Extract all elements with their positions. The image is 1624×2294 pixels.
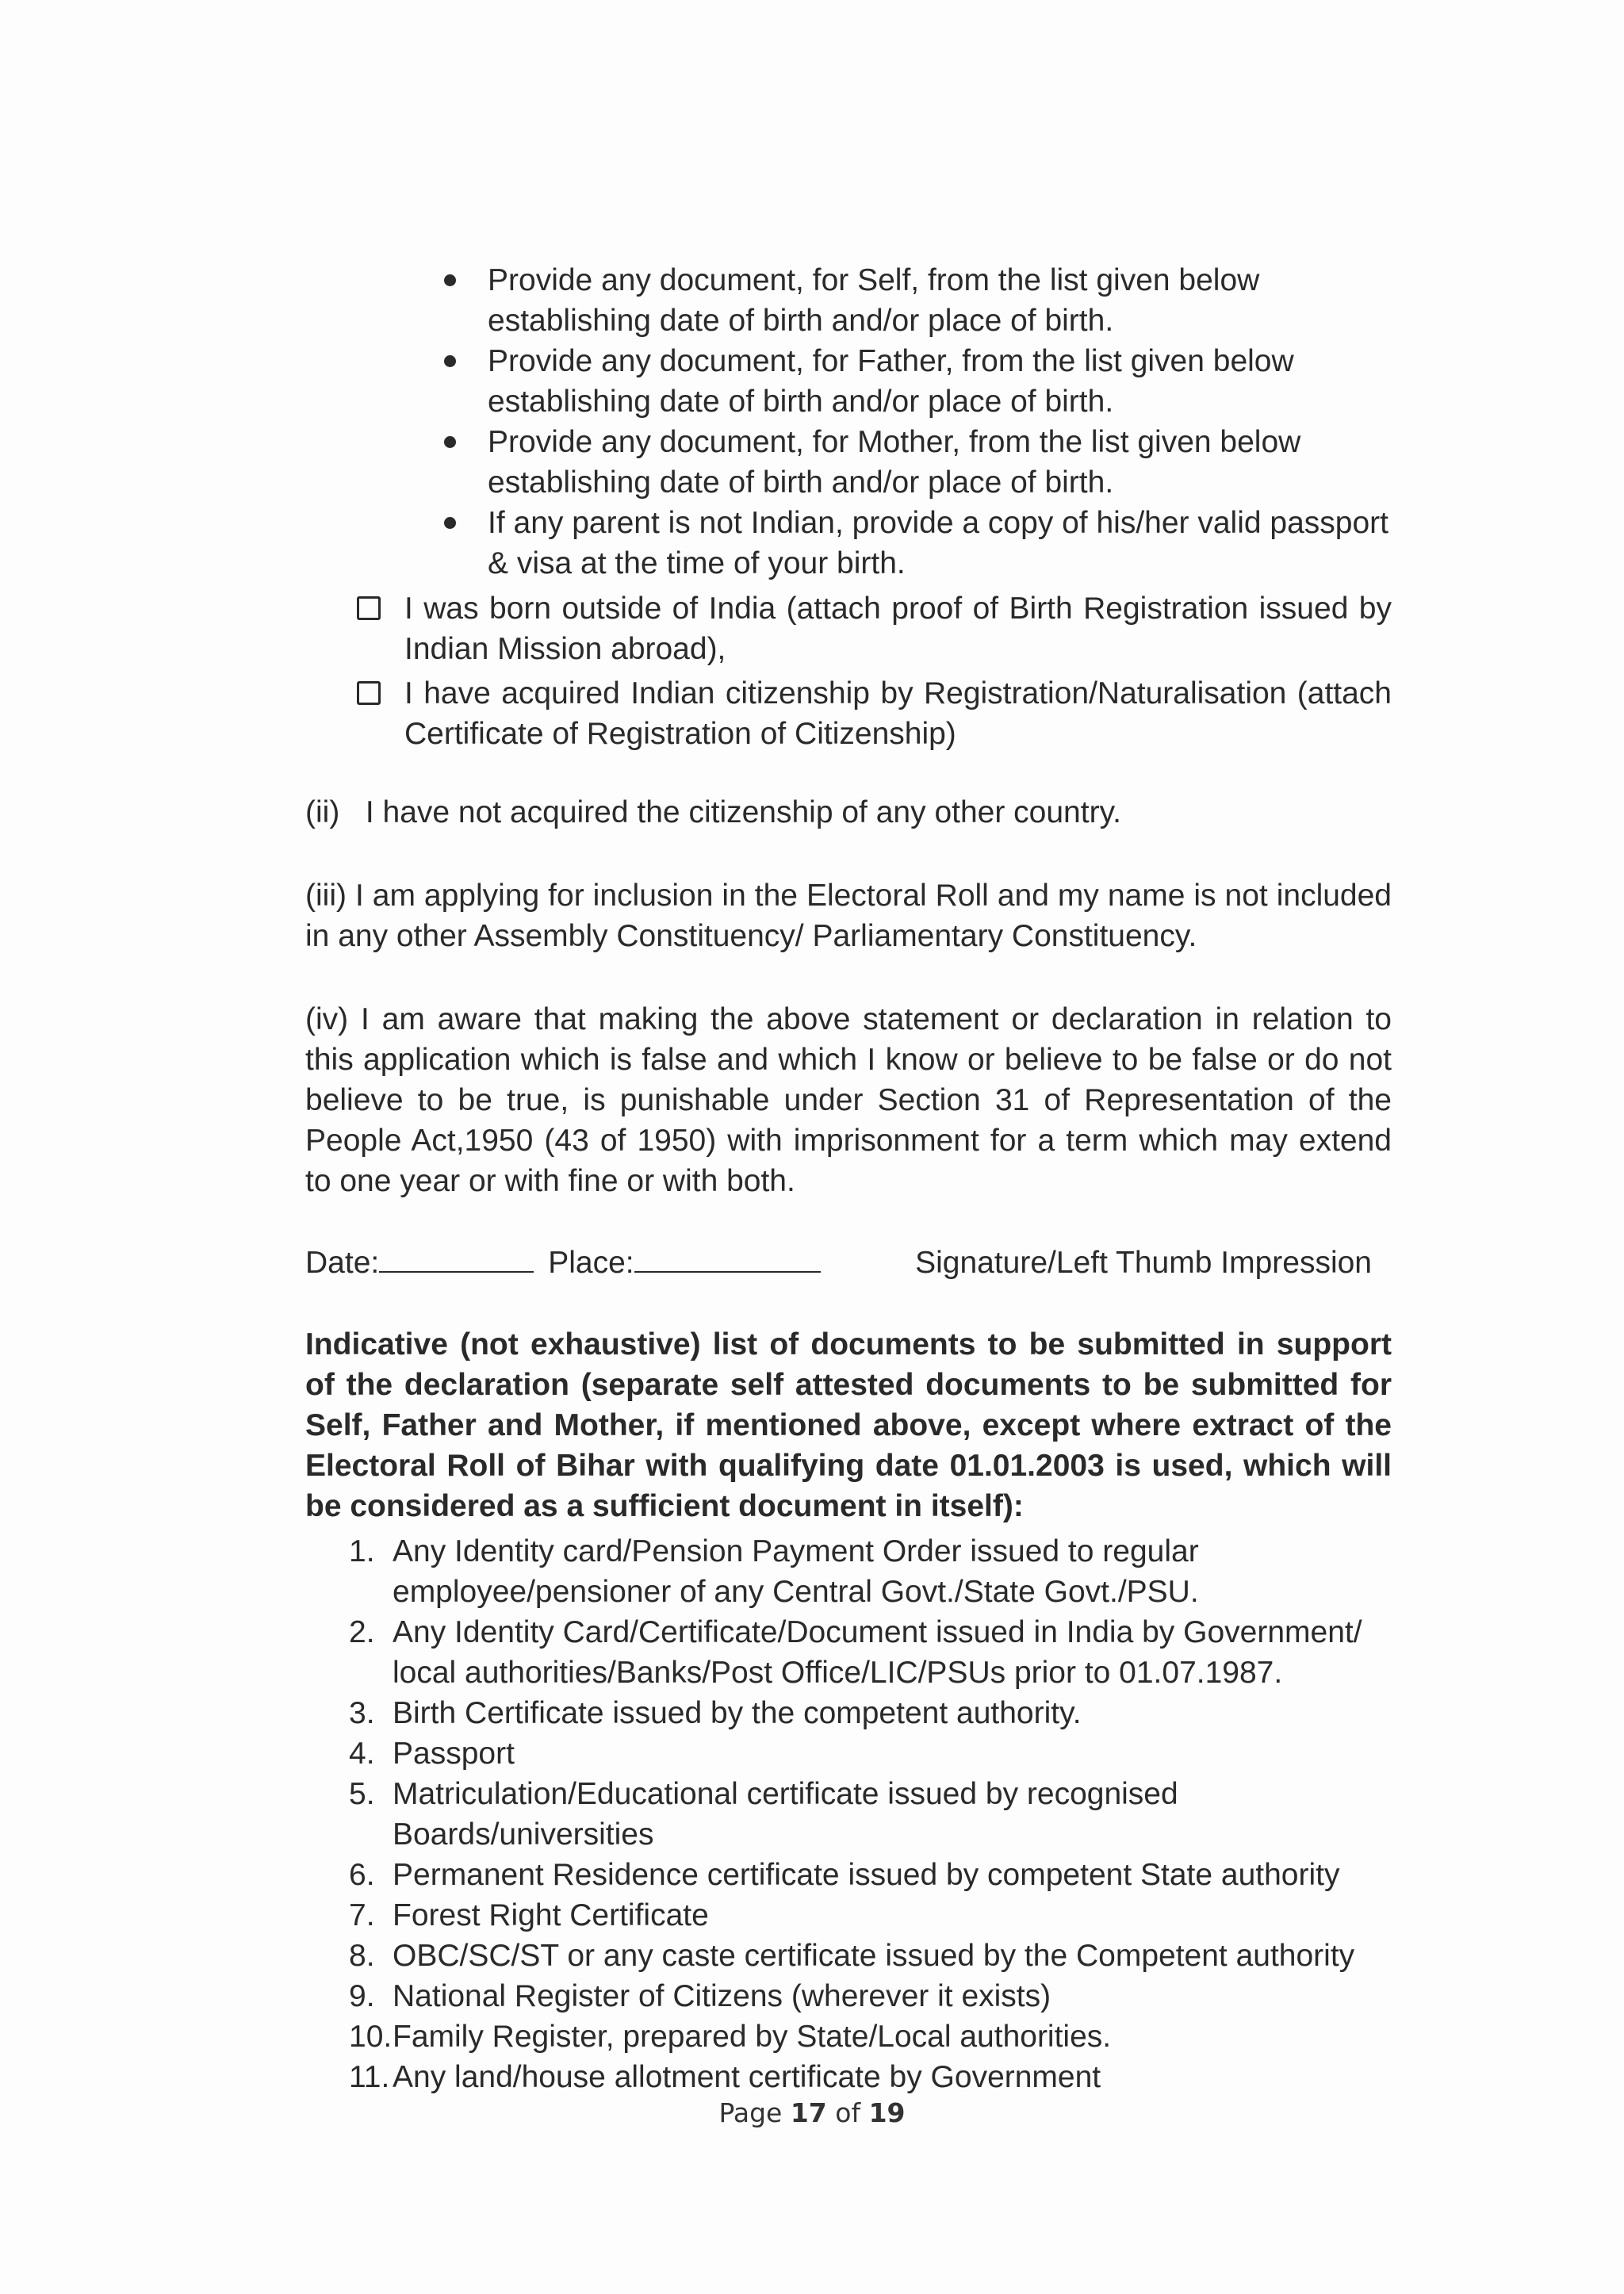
- date-label: Date:: [305, 1246, 380, 1280]
- list-number: 1.: [349, 1534, 375, 1568]
- document-body: [305, 260, 1392, 2097]
- list-item: [349, 1855, 1392, 1895]
- list-text: Permanent Residence certificate issued by competent State authority: [393, 1858, 1340, 1892]
- signature-row: [305, 1243, 1392, 1283]
- list-number: 7.: [349, 1898, 375, 1932]
- documents-list-heading: Indicative (not exhaustive) list of documents to be submitted in support of the declaration (separate self attested documents to be submitted for Self, Father and Mother, if mentioned above, except where extract of the Electoral Roll of Bihar with qualifying date 01.01.2003 is used, which will be considered as a sufficient document in itself):: [305, 1327, 1392, 1523]
- bullet-item: Provide any document, for Self, from the list given below establishing date of birth and/or place of birth.: [444, 260, 1392, 341]
- place-field[interactable]: [634, 1247, 821, 1273]
- checkbox-item-acquired-citizenship[interactable]: [357, 673, 1392, 754]
- list-number: 9.: [349, 1979, 375, 2013]
- list-number: 8.: [349, 1939, 375, 1973]
- list-text: Any land/house allotment certificate by Government: [393, 2060, 1101, 2094]
- statement-iii: [305, 875, 1392, 956]
- current-page-number: 17: [790, 2097, 827, 2128]
- list-item: [349, 1733, 1392, 1774]
- list-number: 3.: [349, 1696, 375, 1730]
- place-label: Place:: [548, 1246, 634, 1280]
- birth-proof-bullet-list: [444, 260, 1392, 584]
- list-text: Any Identity Card/Certificate/Document issued in India by Government/ local authorities/Banks/Post Office/LIC/PSUs prior to 01.07.1987.: [393, 1615, 1362, 1690]
- list-text: Matriculation/Educational certificate issued by recognised Boards/universities: [393, 1777, 1178, 1852]
- page-word: Page: [718, 2097, 783, 2128]
- list-item: [349, 1895, 1392, 1936]
- list-item: [349, 1531, 1392, 1612]
- statement-text: I have not acquired the citizenship of any other country.: [365, 795, 1122, 829]
- bullet-dot-icon: [444, 436, 456, 448]
- checkbox-empty-icon[interactable]: [357, 681, 381, 705]
- statement-marker: (ii): [305, 795, 340, 829]
- list-item: [349, 1976, 1392, 2016]
- bullet-item: Provide any document, for Mother, from the list given below establishing date of birth and/or place of birth.: [444, 422, 1392, 503]
- statement-ii: [305, 792, 1392, 833]
- list-item: [349, 1612, 1392, 1693]
- list-text: Forest Right Certificate: [393, 1898, 709, 1932]
- page-footer: [0, 2097, 1624, 2128]
- list-text: Family Register, prepared by State/Local authorities.: [393, 2020, 1112, 2054]
- checkbox-item-born-outside-india[interactable]: [357, 588, 1392, 669]
- bullet-dot-icon: [444, 355, 456, 367]
- date-field[interactable]: [379, 1247, 534, 1273]
- list-number: 5.: [349, 1777, 375, 1811]
- list-number: 6.: [349, 1858, 375, 1892]
- bullet-item: If any parent is not Indian, provide a copy of his/her valid passport & visa at the time of your birth.: [444, 503, 1392, 584]
- documents-list: [349, 1531, 1392, 2097]
- statement-text: I am aware that making the above statement or declaration in relation to this application which is false and which I know or believe to be false or do not believe to be true, is punishable under Section 31 of Representation of the People Act,1950 (43 of 1950) with imprisonment for a term which may extend to one year or with fine or with both.: [305, 1002, 1392, 1198]
- list-number: 4.: [349, 1737, 375, 1771]
- checkbox-empty-icon[interactable]: [357, 596, 381, 620]
- statement-marker: (iii): [305, 879, 347, 913]
- list-item: [349, 1936, 1392, 1976]
- list-item: [349, 1774, 1392, 1855]
- list-item: [349, 1693, 1392, 1733]
- checkbox-label: I have acquired Indian citizenship by Registration/Naturalisation (attach Certificate of Registration of Citizenship): [404, 676, 1392, 751]
- bullet-item: Provide any document, for Father, from the list given below establishing date of birth and/or place of birth.: [444, 341, 1392, 422]
- signature-label: Signature/Left Thumb Impression: [915, 1246, 1372, 1280]
- statement-iv: [305, 999, 1392, 1201]
- total-page-count: 19: [868, 2097, 906, 2128]
- bullet-dot-icon: [444, 274, 456, 286]
- list-item: [349, 2016, 1392, 2057]
- list-text: National Register of Citizens (wherever it exists): [393, 1979, 1051, 2013]
- list-number: 10.: [349, 2020, 393, 2054]
- of-word: of: [835, 2097, 861, 2128]
- list-text: Any Identity card/Pension Payment Order issued to regular employee/pensioner of any Central Govt./State Govt./PSU.: [393, 1534, 1199, 1609]
- statement-text: I am applying for inclusion in the Electoral Roll and my name is not included in any other Assembly Constituency/ Parliamentary Constituency.: [305, 879, 1392, 953]
- bullet-dot-icon: [444, 517, 456, 529]
- list-text: Birth Certificate issued by the competent authority.: [393, 1696, 1082, 1730]
- citizenship-checkbox-list: [357, 588, 1392, 754]
- list-text: Passport: [393, 1737, 515, 1771]
- checkbox-label: I was born outside of India (attach proof of Birth Registration issued by Indian Mission abroad),: [404, 592, 1392, 666]
- list-item: [349, 2057, 1392, 2097]
- list-number: 11.: [349, 2060, 390, 2094]
- list-text: OBC/SC/ST or any caste certificate issued by the Competent authority: [393, 1939, 1355, 1973]
- list-number: 2.: [349, 1615, 375, 1649]
- statement-marker: (iv): [305, 1002, 349, 1036]
